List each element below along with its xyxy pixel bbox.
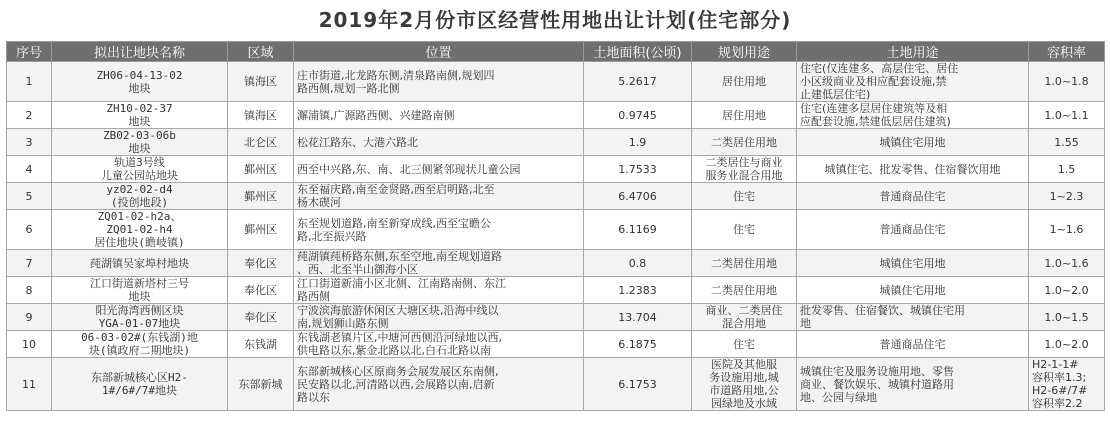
cell-far-line: 1~2.3 xyxy=(1049,189,1084,203)
table-row xyxy=(7,183,1105,210)
cell-planned-use-line: 二类居住用地 xyxy=(711,135,777,149)
cell-far-line: 容积率2.2 xyxy=(1032,397,1083,410)
cell-name-line: ZQ01-02-h2a、 xyxy=(97,210,182,223)
cell-far-line: 1.55 xyxy=(1054,135,1079,149)
cell-location xyxy=(294,358,584,411)
cell-name-line: YGA-01-07地块 xyxy=(98,317,181,330)
header-area: 区域 xyxy=(228,42,294,62)
cell-name xyxy=(52,62,228,102)
cell-land-use-line: 城镇住宅用地 xyxy=(879,256,946,270)
table-row xyxy=(7,102,1105,129)
cell-location-line: 庄市街道,北龙路东侧,清泉路南侧,规划四 xyxy=(297,68,495,82)
cell-location-line: 东钱湖老镇片区,中塘河西侧沿河绿地以西, xyxy=(297,331,502,344)
cell-name-line: 块(镇政府二期地块) xyxy=(88,344,191,357)
cell-far-line: 容积率1.3; xyxy=(1032,371,1087,384)
cell-area: 镇海区 xyxy=(228,102,294,129)
cell-area: 北仑区 xyxy=(228,129,294,156)
cell-size: 5.2617 xyxy=(584,62,692,102)
cell-name xyxy=(52,129,228,156)
cell-land-use-line: 批发零售、住宿餐饮、城镇住宅用 xyxy=(800,304,965,317)
cell-location xyxy=(294,156,584,183)
cell-location-line: 杨木碶河 xyxy=(297,196,341,209)
cell-name xyxy=(52,331,228,358)
cell-land-use-line: 小区级商业及相应配套设施,禁 xyxy=(800,75,947,88)
cell-far-line: H2-6#/7# xyxy=(1032,384,1088,397)
cell-size: 1.9 xyxy=(584,129,692,156)
cell-planned-use-line: 住宅 xyxy=(733,337,755,351)
cell-far xyxy=(1029,183,1105,210)
table-header-row xyxy=(7,42,1105,62)
cell-name-line: 居住地块(瞻岐镇) xyxy=(94,236,185,249)
cell-name-line: 地块 xyxy=(128,142,151,155)
cell-land-use-line: 普通商品住宅 xyxy=(879,337,946,351)
cell-planned-use xyxy=(692,250,797,277)
cell-far xyxy=(1029,129,1105,156)
cell-location-line: 东部新城核心区原商务会展发展区东南侧, xyxy=(297,364,499,378)
cell-name xyxy=(52,358,228,411)
cell-far-line: 1.5 xyxy=(1057,162,1076,176)
cell-planned-use xyxy=(692,331,797,358)
cell-far xyxy=(1029,277,1105,304)
cell-name-line: (投创地段) xyxy=(110,196,169,209)
cell-no: 2 xyxy=(7,102,52,129)
cell-far-line: 1.0~1.1 xyxy=(1044,108,1089,122)
cell-location-line: 路以东 xyxy=(297,390,330,404)
cell-no: 11 xyxy=(7,358,52,411)
cell-land-use xyxy=(797,183,1029,210)
cell-name-line: 阳光海湾西侧区块 xyxy=(95,304,184,317)
cell-size: 6.1753 xyxy=(584,358,692,411)
cell-planned-use-line: 医院及其他服 xyxy=(711,358,777,371)
cell-planned-use-line: 居住用地 xyxy=(722,75,766,88)
cell-name xyxy=(52,183,228,210)
cell-far xyxy=(1029,210,1105,250)
cell-name-line: ZH10-02-37 xyxy=(106,102,173,115)
cell-no: 5 xyxy=(7,183,52,210)
table-row xyxy=(7,210,1105,250)
cell-name-line: 轨道3号线 xyxy=(114,156,165,169)
cell-land-use xyxy=(797,210,1029,250)
cell-location xyxy=(294,129,584,156)
table-row xyxy=(7,62,1105,102)
cell-location xyxy=(294,210,584,250)
cell-planned-use-line: 居住用地 xyxy=(722,108,766,122)
cell-location-line: 松花江路东、大港六路北 xyxy=(297,135,418,149)
header-planned-use: 规划用途 xyxy=(692,42,797,62)
cell-land-use-line: 商业、餐饮娱乐、城镇村道路用 xyxy=(800,377,954,391)
header-land-use: 土地用途 xyxy=(797,42,1029,62)
cell-planned-use xyxy=(692,156,797,183)
cell-area: 镇海区 xyxy=(228,62,294,102)
cell-far xyxy=(1029,62,1105,102)
cell-size: 1.2383 xyxy=(584,277,692,304)
cell-area: 鄞州区 xyxy=(228,156,294,183)
table-row xyxy=(7,358,1105,411)
cell-planned-use xyxy=(692,62,797,102)
cell-land-use-line: 止建低层住宅) xyxy=(800,88,871,101)
cell-far xyxy=(1029,156,1105,183)
cell-location-line: 西至中兴路,东、南、北三侧紧邻现状儿童公园 xyxy=(297,162,521,176)
cell-planned-use xyxy=(692,304,797,331)
cell-size: 0.9745 xyxy=(584,102,692,129)
cell-far xyxy=(1029,102,1105,129)
cell-name-line: 江口街道新塔村三号 xyxy=(90,277,189,290)
cell-land-use-line: 地 xyxy=(800,317,811,330)
cell-location xyxy=(294,250,584,277)
table-row xyxy=(7,250,1105,277)
cell-size: 0.8 xyxy=(584,250,692,277)
cell-planned-use-line: 二类居住用地 xyxy=(711,283,777,297)
cell-name-line: yz02-02-d4 xyxy=(106,183,173,196)
cell-name xyxy=(52,156,228,183)
cell-land-use xyxy=(797,102,1029,129)
cell-planned-use-line: 商业、二类居住 xyxy=(705,304,783,317)
table-body xyxy=(7,62,1105,411)
cell-location-line: 澥浦镇,广源路西侧、兴建路南侧 xyxy=(297,108,455,122)
cell-size: 13.704 xyxy=(584,304,692,331)
header-location: 位置 xyxy=(294,42,584,62)
cell-planned-use-line: 园绿地及水域 xyxy=(711,397,777,410)
cell-size: 6.1875 xyxy=(584,331,692,358)
cell-land-use xyxy=(797,331,1029,358)
cell-location-line: 路西侧 xyxy=(297,290,330,303)
table-row xyxy=(7,304,1105,331)
cell-location xyxy=(294,62,584,102)
cell-land-use-line: 城镇住宅用地 xyxy=(879,135,946,149)
cell-location-line: 江口街道新浦小区北侧、江南路南侧、东江 xyxy=(297,277,506,290)
cell-far xyxy=(1029,331,1105,358)
cell-planned-use-line: 住宅 xyxy=(733,223,755,236)
cell-area: 东部新城 xyxy=(228,358,294,411)
cell-name-line: 地块 xyxy=(128,290,151,303)
cell-land-use xyxy=(797,358,1029,411)
cell-far xyxy=(1029,358,1105,411)
cell-land-use xyxy=(797,156,1029,183)
cell-land-use-line: 城镇住宅、批发零售、住宿餐饮用地 xyxy=(824,162,1001,176)
cell-no: 4 xyxy=(7,156,52,183)
table-row xyxy=(7,277,1105,304)
cell-land-use xyxy=(797,277,1029,304)
cell-far-line: 1~1.6 xyxy=(1049,223,1084,236)
cell-name-line: 莼湖镇吴家埠村地块 xyxy=(90,256,189,270)
cell-no: 1 xyxy=(7,62,52,102)
cell-no: 3 xyxy=(7,129,52,156)
cell-land-use-line: 地、公园与绿地 xyxy=(800,390,877,404)
cell-name xyxy=(52,102,228,129)
cell-area: 鄞州区 xyxy=(228,183,294,210)
cell-far-line: 1.0~2.0 xyxy=(1044,283,1089,297)
cell-planned-use xyxy=(692,129,797,156)
header-size: 土地面积(公顷) xyxy=(584,42,692,62)
land-plan-table xyxy=(6,41,1105,411)
cell-location xyxy=(294,277,584,304)
cell-far-line: 1.0~1.5 xyxy=(1044,310,1089,324)
cell-name-line: 1#/6#/7#地块 xyxy=(102,384,177,397)
cell-name-line: 儿童公园站地块 xyxy=(101,169,178,182)
cell-name-line: 06-03-02#(东钱湖)地 xyxy=(81,331,198,344)
cell-name-line: 地块 xyxy=(128,115,151,128)
cell-land-use-line: 住宅(连建多层居住建筑等及相 xyxy=(800,102,948,115)
cell-land-use xyxy=(797,62,1029,102)
cell-planned-use-line: 住宅 xyxy=(733,189,755,203)
cell-far-line: 1.0~2.0 xyxy=(1044,337,1089,351)
cell-area: 奉化区 xyxy=(228,277,294,304)
cell-no: 6 xyxy=(7,210,52,250)
header-no: 序号 xyxy=(7,42,52,62)
cell-land-use-line: 普通商品住宅 xyxy=(879,189,946,203)
cell-area: 奉化区 xyxy=(228,250,294,277)
cell-planned-use-line: 市道路用地,公 xyxy=(709,384,779,397)
cell-location-line: 民安路以北,河清路以西,会展路以南,启新 xyxy=(297,377,495,391)
cell-location xyxy=(294,102,584,129)
cell-name-line: ZH06-04-13-02 xyxy=(96,68,183,82)
table-row xyxy=(7,156,1105,183)
cell-planned-use xyxy=(692,358,797,411)
table-row xyxy=(7,331,1105,358)
cell-land-use xyxy=(797,304,1029,331)
cell-planned-use-line: 混合用地 xyxy=(722,317,766,330)
cell-location xyxy=(294,331,584,358)
cell-far-line: H2-1-1# xyxy=(1032,358,1079,371)
cell-land-use-line: 城镇住宅及服务设施用地、零售 xyxy=(800,364,954,378)
cell-planned-use xyxy=(692,277,797,304)
cell-name-line: 东部新城核心区H2- xyxy=(91,371,188,384)
cell-size: 6.4706 xyxy=(584,183,692,210)
cell-name xyxy=(52,304,228,331)
cell-land-use xyxy=(797,250,1029,277)
cell-planned-use xyxy=(692,183,797,210)
cell-no: 7 xyxy=(7,250,52,277)
cell-name xyxy=(52,277,228,304)
cell-location-line: 路西侧,规划一路北侧 xyxy=(297,81,400,95)
page-title: 2019年2月份市区经营性用地出让计划(住宅部分) xyxy=(318,8,792,32)
cell-size: 1.7533 xyxy=(584,156,692,183)
cell-size: 6.1169 xyxy=(584,210,692,250)
cell-far xyxy=(1029,250,1105,277)
cell-planned-use-line: 二类居住用地 xyxy=(711,256,777,270)
cell-planned-use-line: 务设施用地,城 xyxy=(709,371,779,384)
cell-location-line: 供电路以东,紫金北路以北,白石北路以南 xyxy=(297,344,491,357)
cell-land-use-line: 普通商品住宅 xyxy=(879,223,946,236)
cell-location xyxy=(294,304,584,331)
cell-no: 8 xyxy=(7,277,52,304)
header-far: 容积率 xyxy=(1029,42,1105,62)
cell-planned-use xyxy=(692,102,797,129)
cell-land-use-line: 城镇住宅用地 xyxy=(879,283,946,297)
table-row xyxy=(7,129,1105,156)
cell-name-line: 地块 xyxy=(128,81,151,95)
cell-location-line: 东至规划道路,南至新穿成线,西至宝瞻公 xyxy=(297,216,491,230)
cell-location-line: 东至福庆路,南至金贤路,西至启明路,北至 xyxy=(297,183,495,196)
cell-name xyxy=(52,250,228,277)
cell-far-line: 1.0~1.6 xyxy=(1044,256,1089,270)
cell-name-line: ZQ01-02-h4 xyxy=(106,223,173,236)
cell-location-line: 莼湖镇莼桥路东侧,东至空地,南至规划道路 xyxy=(297,250,502,263)
cell-name-line: ZB02-03-06b xyxy=(103,129,176,142)
cell-location-line: 南,规划狮山路东侧 xyxy=(297,317,389,330)
cell-name xyxy=(52,210,228,250)
cell-location-line: 宁波滨海旅游休闲区大塘区块,沿海中线以 xyxy=(297,304,499,317)
cell-land-use-line: 住宅(仅连建多、高层住宅、居住 xyxy=(800,62,959,75)
cell-location-line: 、西、北至半山御海小区 xyxy=(297,263,418,276)
cell-no: 9 xyxy=(7,304,52,331)
cell-no: 10 xyxy=(7,331,52,358)
cell-planned-use-line: 服务业混合用地 xyxy=(705,169,783,182)
cell-area: 鄞州区 xyxy=(228,210,294,250)
cell-planned-use xyxy=(692,210,797,250)
cell-land-use-line: 应配套设施,禁建低层居住建筑) xyxy=(800,115,951,128)
cell-area: 东钱湖 xyxy=(228,331,294,358)
header-name: 拟出让地块名称 xyxy=(52,42,228,62)
cell-location-line: 路,北至振兴路 xyxy=(297,229,367,243)
cell-area: 奉化区 xyxy=(228,304,294,331)
cell-location xyxy=(294,183,584,210)
cell-far-line: 1.0~1.8 xyxy=(1044,75,1089,88)
cell-far xyxy=(1029,304,1105,331)
cell-planned-use-line: 二类居住与商业 xyxy=(705,156,783,169)
cell-land-use xyxy=(797,129,1029,156)
